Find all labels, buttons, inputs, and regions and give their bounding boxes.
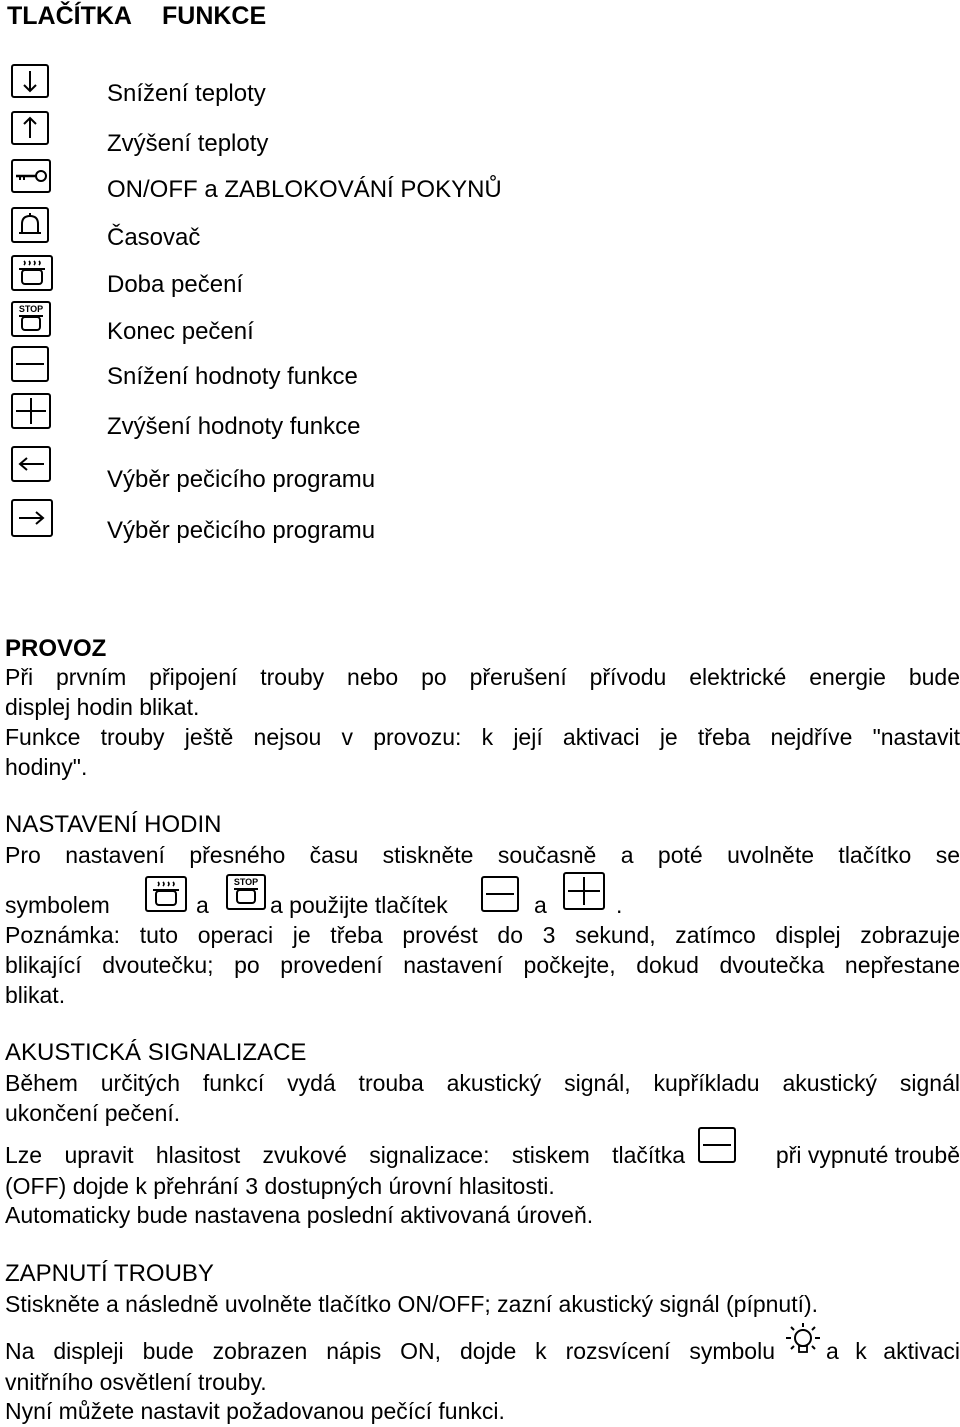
svg-text:STOP: STOP (18, 304, 44, 314)
arrow-right-icon (11, 499, 51, 535)
svg-text:STOP: STOP (233, 877, 259, 887)
minus-icon (481, 876, 519, 917)
button-label-temp-up: Zvýšení teploty (107, 130, 269, 157)
arrow-down-icon (11, 64, 51, 100)
clock-line-4: blikající dvoutečku; po provedení nastavení počkejte, dokud dvoutečka nepřestane (5, 952, 960, 978)
acoustic-line-4: (OFF) dojde k přehrání 3 dostupných úrovní hlasitosti. (5, 1173, 555, 1199)
acoustic-line-1: Během určitých funkcí vydá trouba akustický signál, kupříkladu akustický signál (5, 1070, 960, 1096)
column-header-functions: FUNKCE (162, 2, 267, 30)
provoz-line-1: Při prvním připojení trouby nebo po přerušení přívodu elektrické energie bude (5, 664, 960, 690)
acoustic-line-5: Automaticky bude nastavena poslední aktivovaná úroveň. (5, 1202, 594, 1228)
acoustic-line-3a: Lze upravit hlasitost zvukové signalizace: stiskem tlačítka (5, 1142, 685, 1168)
button-label-program-select-right: Výběr pečicího programu (107, 517, 376, 544)
acoustic-line-2: ukončení pečení. (5, 1100, 181, 1126)
oven-on-line-1: Stiskněte a následně uvolněte tlačítko ON/OFF; zazní akustický signál (pípnutí). (5, 1291, 819, 1317)
minus-icon (11, 346, 51, 382)
clock-line-3: Poznámka: tuto operaci je třeba provést do 3 sekund, zatímco displej zobrazuje (5, 922, 960, 948)
key-icon (11, 159, 51, 195)
arrow-left-icon (11, 446, 51, 482)
bell-icon (11, 207, 51, 243)
column-header-buttons: TLAČÍTKA (7, 2, 132, 30)
oven-on-line-3: vnitřního osvětlení trouby. (5, 1369, 267, 1395)
clock-line-5: blikat. (5, 982, 66, 1008)
provoz-line-2: displej hodin blikat. (5, 694, 200, 720)
oven-on-line-2b: a k aktivaci (826, 1338, 960, 1364)
plus-icon (11, 393, 51, 429)
provoz-line-3: Funkce trouby ještě nejsou v provozu: k její aktivaci je třeba nejdříve "nastavit (5, 724, 960, 750)
plus-icon (563, 872, 605, 915)
section-title-provoz: PROVOZ (5, 635, 107, 662)
lamp-icon (783, 1321, 823, 1364)
button-label-temp-down: Snížení teploty (107, 80, 266, 107)
button-label-timer: Časovač (107, 224, 201, 251)
clock-period: . (616, 892, 623, 918)
clock-use-buttons-text: a použijte tlačítek (270, 892, 448, 918)
oven-on-line-2a: Na displeji bude zobrazen nápis ON, dojde k rozsvícení symbolu (5, 1338, 775, 1364)
provoz-line-4: hodiny". (5, 754, 88, 780)
button-label-onoff-lock: ON/OFF a ZABLOKOVÁNÍ POKYNŮ (107, 176, 502, 203)
acoustic-line-3b: při vypnuté troubě (775, 1142, 960, 1168)
button-label-value-up: Zvýšení hodnoty funkce (107, 413, 361, 440)
oven-on-line-4: Nyní můžete nastavit požadovanou pečící funkci. (5, 1398, 505, 1424)
section-title-acoustic: AKUSTICKÁ SIGNALIZACE (5, 1039, 307, 1066)
button-label-end-cooking: Konec pečení (107, 318, 254, 345)
button-label-value-down: Snížení hodnoty funkce (107, 363, 358, 390)
stop-pot-icon (11, 301, 51, 337)
button-label-cooking-time: Doba pečení (107, 271, 244, 298)
minus-icon (698, 1127, 736, 1168)
cooking-pot-icon (145, 876, 187, 917)
clock-symbol-text: symbolem (5, 892, 110, 918)
clock-line-1: Pro nastavení přesného času stiskněte současně a poté uvolněte tlačítko se (5, 842, 960, 868)
arrow-up-icon (11, 111, 51, 147)
section-title-oven-on: ZAPNUTÍ TROUBY (5, 1260, 214, 1287)
section-title-clock-setting: NASTAVENÍ HODIN (5, 811, 222, 838)
stop-pot-icon (226, 874, 266, 915)
clock-and-2: a (534, 892, 547, 918)
button-label-program-select-left: Výběr pečicího programu (107, 466, 376, 493)
clock-and-1: a (196, 892, 209, 918)
cooking-pot-icon (11, 255, 51, 291)
